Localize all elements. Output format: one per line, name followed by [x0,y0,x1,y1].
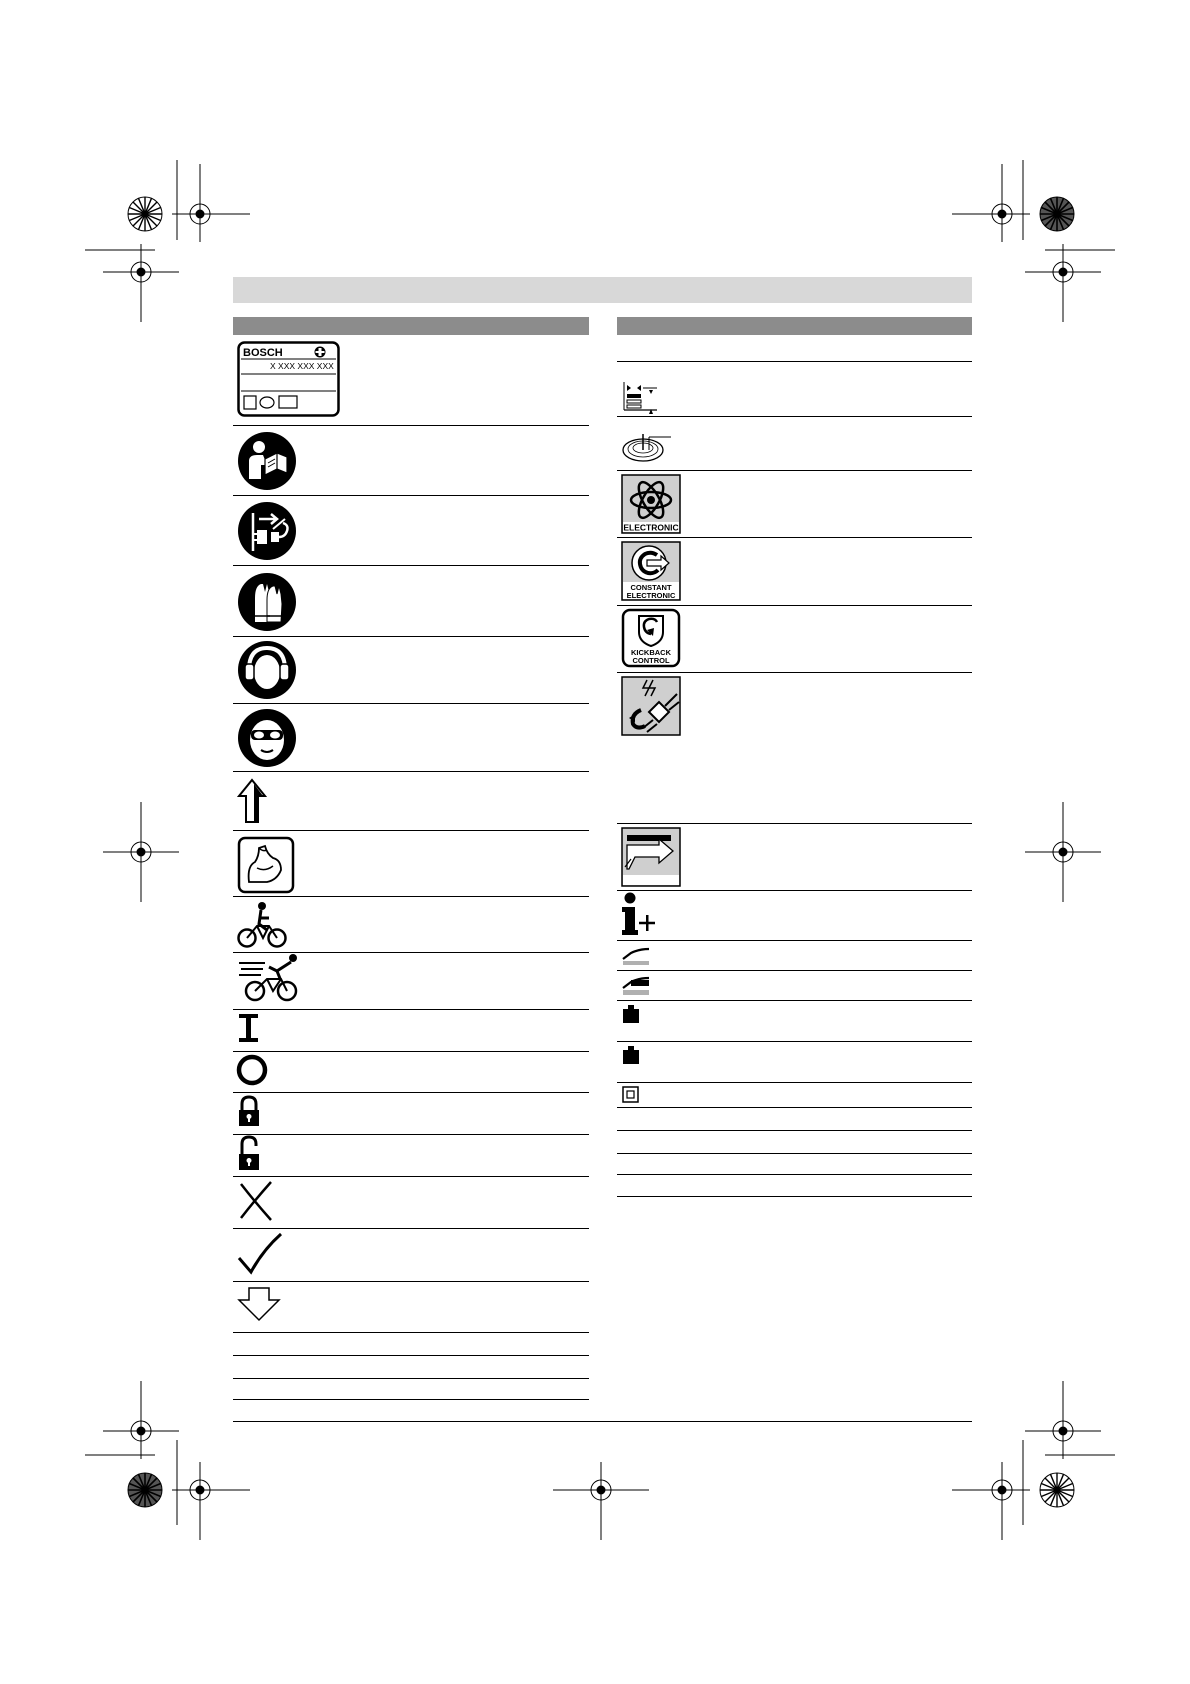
electronic-label: ELECTRONIC [623,522,679,533]
kickback-label-line2: CONTROL [632,656,670,665]
registration-marks [103,164,1101,1540]
kickback-label-line1: KICKBACK [631,648,671,657]
star-targets [128,197,1074,1507]
constant-label-line1: CONSTANT [630,583,672,592]
nameplate-article-number: X XXX XXX XXX [270,361,334,371]
constant-label-line2: ELECTRONIC [626,591,676,600]
nameplate-brand: BOSCH [243,347,283,359]
